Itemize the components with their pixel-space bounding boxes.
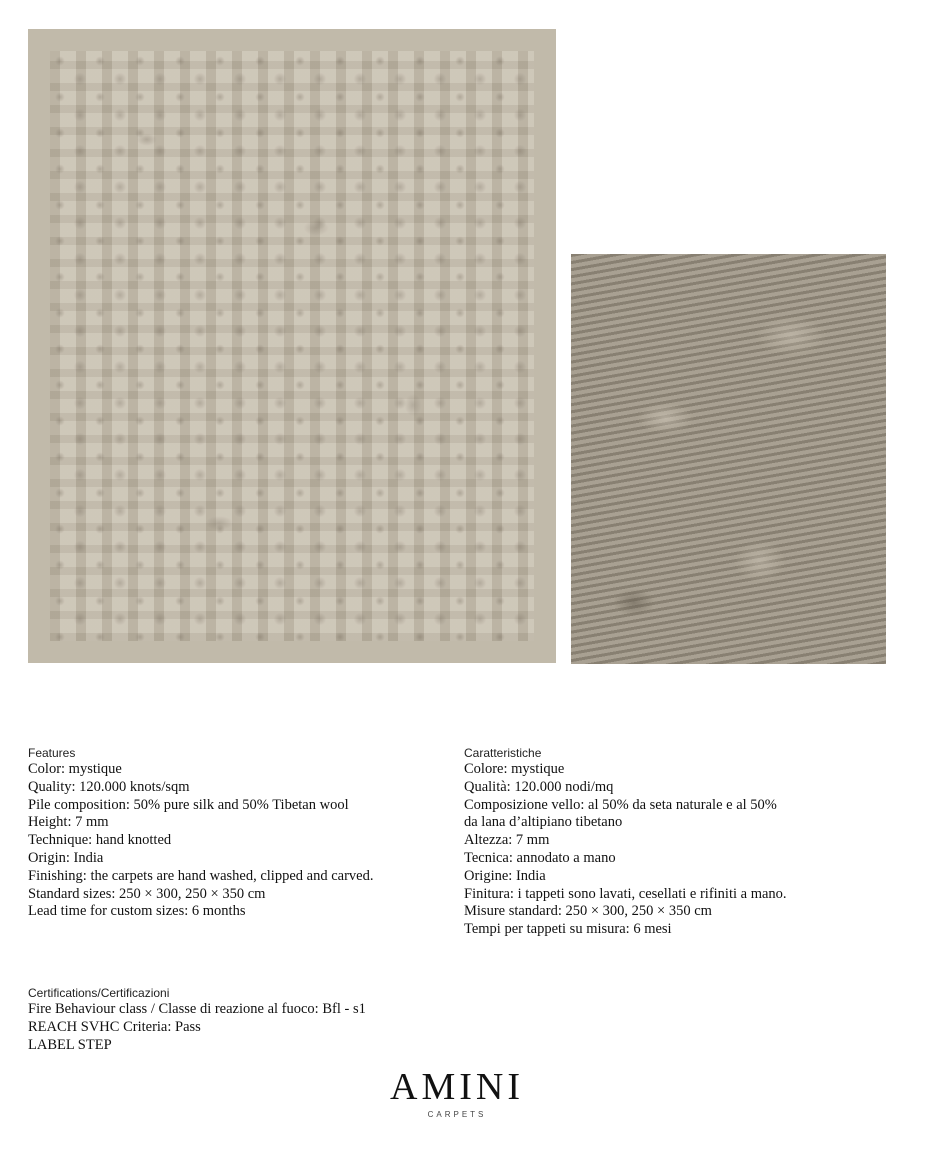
rug-pattern	[50, 51, 534, 641]
features-heading: Features	[28, 746, 76, 760]
features-section	[28, 745, 373, 921]
features-line: Origin: India	[28, 849, 104, 866]
caratteristiche-section	[464, 745, 787, 939]
certifications-heading: Certifications/Certificazioni	[28, 986, 170, 1000]
caratteristiche-line: Colore: mystique	[464, 761, 565, 777]
caratteristiche-line: Tecnica: annodato a mano	[464, 849, 616, 866]
features-line: Height: 7 mm	[28, 814, 109, 831]
caratteristiche-line: Misure standard: 250 × 300, 250 × 350 cm	[464, 903, 712, 920]
caratteristiche-line: Finitura: i tappeti sono lavati, cesellati e rifiniti a mano.	[464, 885, 787, 902]
features-line: Lead time for custom sizes: 6 months	[28, 903, 246, 920]
caratteristiche-line: Altezza: 7 mm	[464, 832, 550, 849]
brand-logo-sub: CARPETS	[427, 1110, 487, 1119]
caratteristiche-line: Tempi per tappeti su misura: 6 mesi	[464, 921, 672, 938]
features-line: Finishing: the carpets are hand washed, clipped and carved.	[28, 867, 374, 884]
features-line: Standard sizes: 250 × 300, 250 × 350 cm	[28, 885, 266, 902]
certifications-section	[28, 985, 366, 1054]
brand-logo-main: AMINI	[390, 1066, 524, 1108]
certifications-line: REACH SVHC Criteria: Pass	[28, 1018, 201, 1035]
certifications-line: Fire Behaviour class / Classe di reazione al fuoco: Bfl - s1	[28, 1001, 366, 1017]
caratteristiche-line: da lana d’altipiano tibetano	[464, 814, 623, 831]
features-line: Pile composition: 50% pure silk and 50% Tibetan wool	[28, 796, 349, 813]
caratteristiche-heading: Caratteristiche	[464, 746, 542, 760]
brand-logo	[376, 1068, 538, 1119]
features-line: Technique: hand knotted	[28, 832, 172, 849]
features-line: Color: mystique	[28, 761, 122, 777]
caratteristiche-line: Composizione vello: al 50% da seta naturale e al 50%	[464, 796, 777, 813]
features-line: Quality: 120.000 knots/sqm	[28, 778, 190, 795]
rug-full-image	[28, 29, 556, 663]
rug-detail-image	[571, 254, 886, 664]
certifications-line: LABEL STEP	[28, 1036, 112, 1053]
caratteristiche-line: Qualità: 120.000 nodi/mq	[464, 778, 614, 795]
caratteristiche-line: Origine: India	[464, 867, 546, 884]
